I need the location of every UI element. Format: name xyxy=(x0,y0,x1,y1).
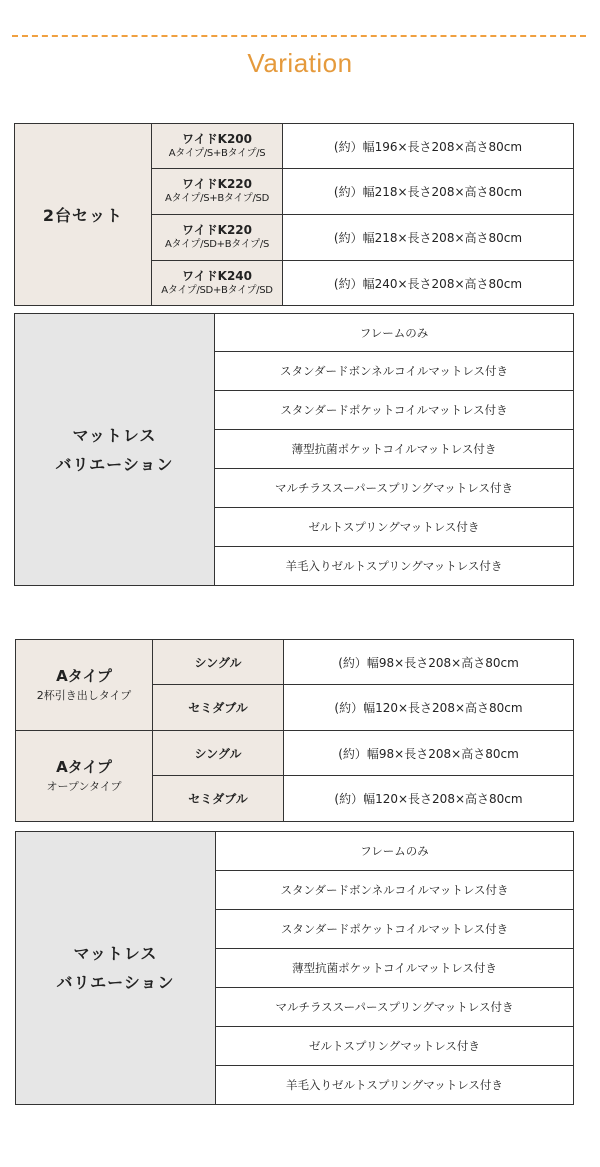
size-name: シングル xyxy=(153,731,284,776)
mattress-option: 羊毛入りゼルトスプリングマットレス付き xyxy=(215,547,574,586)
model-name: ワイドK220 xyxy=(182,223,252,237)
mattress-label-line1: マットレス xyxy=(73,944,158,963)
size-dims: (約）幅120×長さ208×高さ80cm xyxy=(284,685,574,731)
size-name: シングル xyxy=(153,640,284,685)
set-size-table xyxy=(14,123,574,306)
mattress-option: フレームのみ xyxy=(216,832,574,871)
mattress-option: スタンダードポケットコイルマットレス付き xyxy=(216,910,574,949)
model-size: (約）幅240×長さ208×高さ80cm xyxy=(283,261,574,306)
type-subtitle: 2杯引き出しタイプ xyxy=(36,689,132,702)
model-type: Aタイプ/S+Bタイプ/SD xyxy=(164,193,269,204)
type-subtitle: オープンタイプ xyxy=(46,780,122,793)
type-name: Aタイプ xyxy=(56,758,112,776)
mattress-option: ゼルトスプリングマットレス付き xyxy=(216,1027,574,1066)
type-group-cell xyxy=(16,731,153,822)
type-name: Aタイプ xyxy=(56,667,112,685)
model-size: (約）幅218×長さ208×高さ80cm xyxy=(283,215,574,261)
type-group-cell xyxy=(16,640,153,731)
mattress-label-cell xyxy=(16,832,216,1105)
model-name: ワイドK220 xyxy=(182,177,252,191)
size-name: セミダブル xyxy=(153,776,284,822)
size-dims: (約）幅98×長さ208×高さ80cm xyxy=(284,731,574,776)
mattress-option: 薄型抗菌ポケットコイルマットレス付き xyxy=(215,430,574,469)
mattress-label-line2: バリエーション xyxy=(56,973,175,992)
model-size: (約）幅196×長さ208×高さ80cm xyxy=(283,124,574,169)
mattress-option: ゼルトスプリングマットレス付き xyxy=(215,508,574,547)
mattress-label-line1: マットレス xyxy=(72,425,157,445)
model-name: ワイドK240 xyxy=(182,268,252,283)
mattress-option: マルチラススーパースプリングマットレス付き xyxy=(216,988,574,1027)
mattress-option: 薄型抗菌ポケットコイルマットレス付き xyxy=(216,949,574,988)
model-cell xyxy=(152,169,283,215)
mattress-label-line2: バリエーション xyxy=(55,454,174,474)
dashed-divider xyxy=(12,35,586,37)
size-dims: (約）幅98×長さ208×高さ80cm xyxy=(284,640,574,685)
type-size-table xyxy=(15,639,574,822)
model-cell xyxy=(152,215,283,261)
model-cell xyxy=(152,261,283,306)
model-type: Aタイプ/SD+Bタイプ/SD xyxy=(161,284,273,296)
page-title: Variation xyxy=(247,48,353,78)
size-dims: (約）幅120×長さ208×高さ80cm xyxy=(284,776,574,822)
mattress-option: スタンダードボンネルコイルマットレス付き xyxy=(216,871,574,910)
size-name: セミダブル xyxy=(153,685,284,731)
mattress-variation-table xyxy=(14,313,574,586)
model-type: Aタイプ/SD+Bタイプ/S xyxy=(164,239,269,250)
mattress-option: マルチラススーパースプリングマットレス付き xyxy=(215,469,574,508)
model-size: (約）幅218×長さ208×高さ80cm xyxy=(283,169,574,215)
mattress-option: 羊毛入りゼルトスプリングマットレス付き xyxy=(216,1066,574,1105)
model-name: ワイドK200 xyxy=(182,131,252,146)
mattress-label-cell xyxy=(15,314,215,586)
model-cell xyxy=(152,124,283,169)
model-type: Aタイプ/S+Bタイプ/S xyxy=(168,147,266,159)
mattress-option: スタンダードボンネルコイルマットレス付き xyxy=(215,352,574,391)
mattress-option: スタンダードポケットコイルマットレス付き xyxy=(215,391,574,430)
mattress-option: フレームのみ xyxy=(215,314,574,352)
mattress-variation-table xyxy=(15,831,574,1105)
set-group-label: 2台セット xyxy=(15,124,152,306)
